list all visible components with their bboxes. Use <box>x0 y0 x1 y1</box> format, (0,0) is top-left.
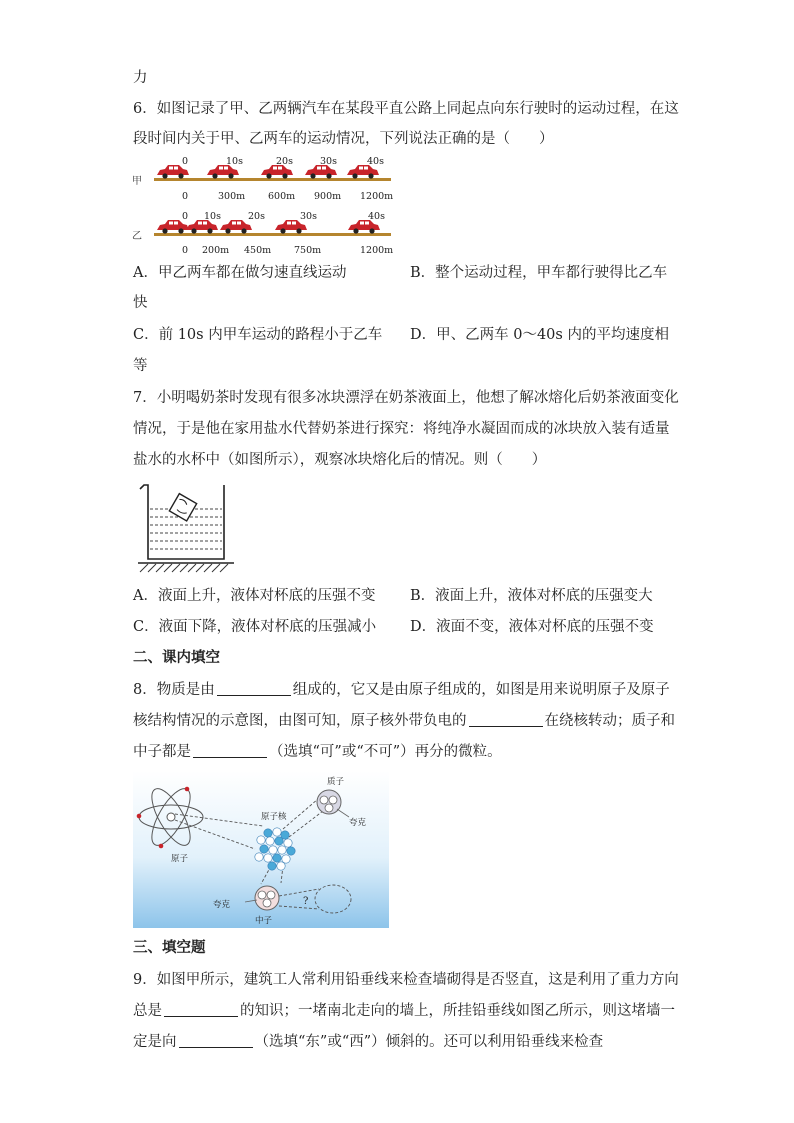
q6-option-d-cont: 等 <box>133 358 148 374</box>
q6-option-a: A．甲乙两车都在做匀速直线运动 <box>133 265 347 281</box>
label-atom: 原子 <box>171 854 189 864</box>
yi-time-3: 30s <box>300 211 317 222</box>
jia-dist-2: 600m <box>268 191 296 202</box>
q6-option-d: D．甲、乙两车 0～40s 内的平均速度相 <box>410 327 669 343</box>
jia-time-4: 40s <box>367 156 384 167</box>
q6-option-c: C．前 10s 内甲车运动的路程小于乙车 <box>133 327 383 343</box>
label-quark-1: 夸克 <box>349 818 367 828</box>
q8-line-2 <box>133 711 675 731</box>
q9-blank-1[interactable] <box>164 1002 238 1017</box>
q8-blank-3[interactable] <box>193 743 267 758</box>
label-question: ? <box>303 896 309 907</box>
q9-line-2 <box>133 1001 675 1021</box>
q8-text-b: 组成的，它又是由原子组成的，如图是用来说明原子及原子 <box>292 682 670 698</box>
row-label-jia: 甲 <box>132 176 142 187</box>
q8-line-3 <box>133 742 502 762</box>
car-jia-4 <box>347 165 379 179</box>
yi-time-1: 10s <box>204 211 221 222</box>
car-jia-1 <box>207 165 239 179</box>
jia-time-2: 20s <box>276 156 293 167</box>
q6-stem-line-1: 6．如图记录了甲、乙两辆汽车在某段平直公路上同起点向东行驶时的运动过程，在这 <box>133 101 679 117</box>
row-label-yi: 乙 <box>132 231 142 242</box>
q9-line-1: 9．如图甲所示，建筑工人常利用铅垂线来检查墙砌得是否竖直，这是利用了重力方向 <box>133 972 679 988</box>
q8-text-a: 8．物质是由 <box>133 682 215 698</box>
q7-stem-line-2: 情况，于是他在家用盐水代替奶茶进行探究：将纯净水凝固而成的冰块放入装有适量 <box>133 421 670 437</box>
q9-blank-2[interactable] <box>179 1033 253 1048</box>
beaker-ice-figure <box>138 483 234 575</box>
atom-structure-figure <box>133 771 389 928</box>
yi-time-2: 20s <box>248 211 265 222</box>
q7-stem-line-3: 盐水的水杯中（如图所示），观察冰块熔化后的情况。则（ ） <box>133 452 547 468</box>
label-quark-2: 夸克 <box>213 900 231 910</box>
q8-text-d: 在绕核转动；质子和 <box>544 713 675 729</box>
q9-text-d: （选填“东”或“西”）倾斜的。还可以利用铅垂线来检查 <box>254 1034 604 1050</box>
yi-dist-3: 750m <box>294 245 322 256</box>
q9-text-a: 总是 <box>133 1003 162 1019</box>
jia-dist-4: 1200m <box>360 191 394 202</box>
q9-text-b: 的知识；一堵南北走向的墙上，所挂铅垂线如图乙所示，则这堵墙一 <box>240 1003 675 1019</box>
label-proton: 质子 <box>327 777 345 787</box>
car-jia-0 <box>157 165 189 179</box>
car-yi-3 <box>275 220 307 234</box>
q8-blank-1[interactable] <box>217 681 291 696</box>
q7-stem-line-1: 7．小明喝奶茶时发现有很多冰块漂浮在奶茶液面上，他想了解冰熔化后奶茶液面变化 <box>133 390 679 406</box>
label-neutron: 中子 <box>255 916 273 926</box>
car-jia-2 <box>261 165 293 179</box>
q8-line-1 <box>133 680 670 700</box>
car-yi-0 <box>157 220 189 234</box>
q8-text-c: 核结构情况的示意图，由图可知，原子核外带负电的 <box>133 713 467 729</box>
jia-time-0: 0 <box>182 156 189 167</box>
section-heading-2: 二、课内填空 <box>133 649 220 666</box>
yi-dist-2: 450m <box>244 245 272 256</box>
q7-option-a: A．液面上升，液体对杯底的压强不变 <box>133 588 376 604</box>
q9-line-3 <box>133 1032 603 1052</box>
q7-option-b: B．液面上升，液体对杯底的压强变大 <box>410 588 653 604</box>
q8-text-e: 中子都是 <box>133 744 191 760</box>
yi-time-4: 40s <box>368 211 385 222</box>
q9-text-c: 定是向 <box>133 1034 177 1050</box>
jia-dist-3: 900m <box>314 191 342 202</box>
q7-option-d: D．液面不变，液体对杯底的压强不变 <box>410 619 654 635</box>
q6-option-b-cont: 快 <box>133 295 148 311</box>
continued-text: 力 <box>133 70 148 86</box>
label-nucleus: 原子核 <box>261 812 287 822</box>
q7-option-c: C．液面下降，液体对杯底的压强减小 <box>133 619 377 635</box>
car-jia-3 <box>305 165 337 179</box>
jia-dist-1: 300m <box>218 191 246 202</box>
jia-time-3: 30s <box>320 156 337 167</box>
q8-blank-2[interactable] <box>469 712 543 727</box>
car-yi-1 <box>186 220 218 234</box>
car-yi-2 <box>220 220 252 234</box>
yi-time-0: 0 <box>182 211 189 222</box>
car-motion-figure <box>130 154 400 260</box>
section-heading-3: 三、填空题 <box>133 939 206 956</box>
q8-text-f: （选填“可”或“不可”）再分的微粒。 <box>269 744 502 760</box>
q6-option-b: B．整个运动过程，甲车都行驶得比乙车 <box>410 265 668 281</box>
car-yi-4 <box>348 220 380 234</box>
yi-dist-0: 0 <box>182 245 189 256</box>
jia-time-1: 10s <box>226 156 243 167</box>
jia-dist-0: 0 <box>182 191 189 202</box>
yi-dist-1: 200m <box>202 245 230 256</box>
yi-dist-4: 1200m <box>360 245 394 256</box>
q6-stem-line-2: 段时间内关于甲、乙两车的运动情况，下列说法正确的是（ ） <box>133 131 554 147</box>
